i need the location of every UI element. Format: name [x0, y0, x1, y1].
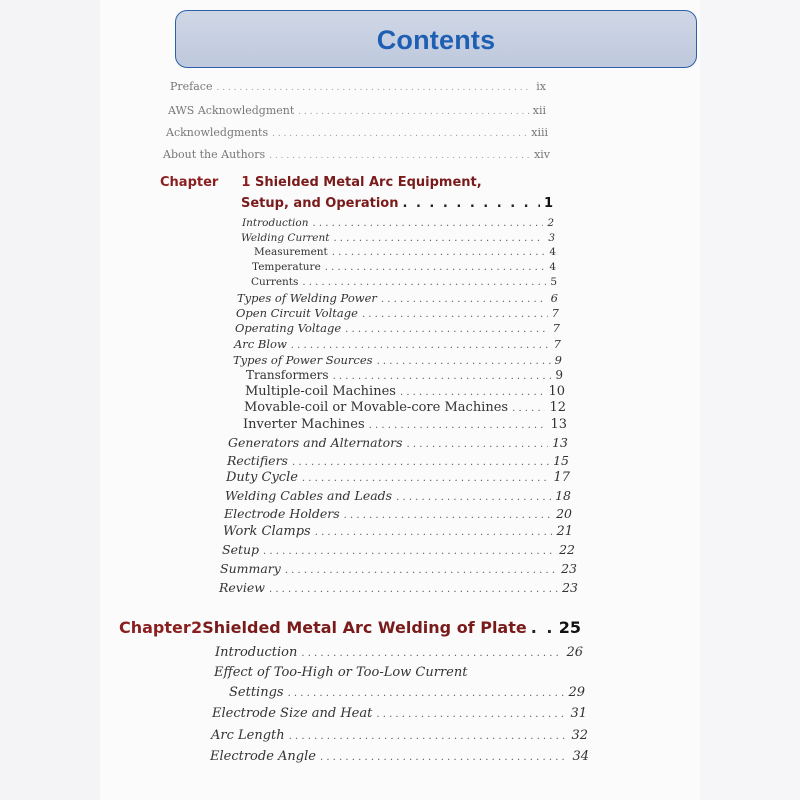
toc-section[interactable]	[226, 470, 570, 485]
leader-dots	[396, 492, 551, 503]
section-label: Open Circuit Voltage	[236, 306, 358, 320]
section-page: 17	[553, 470, 570, 485]
section-label: Duty Cycle	[226, 470, 298, 485]
section-label: Introduction	[242, 217, 309, 229]
toc-entry-aws-acknowledgment[interactable]	[168, 104, 546, 117]
section-page: 21	[556, 524, 573, 539]
chapter-title-line1: Shielded Metal Arc Equipment,	[254, 175, 482, 190]
section-label: Inverter Machines	[243, 417, 365, 432]
toc-section[interactable]	[220, 561, 577, 576]
section-label: Movable-coil or Movable-core Machines	[244, 400, 509, 415]
section-label: Measurement	[254, 246, 328, 258]
leader-dots	[301, 648, 562, 659]
leader-dots	[269, 151, 530, 161]
section-label: Arc Length	[211, 728, 285, 743]
toc-entry-page: xiii	[531, 126, 548, 139]
leader-dots	[216, 83, 532, 93]
leader-dots	[377, 356, 551, 367]
section-label: Temperature	[252, 261, 321, 273]
leader-dots	[289, 731, 568, 742]
toc-section[interactable]	[224, 506, 572, 521]
chapter-number: 2	[191, 618, 203, 637]
leader-dots	[315, 527, 553, 538]
toc-entry-page: xii	[532, 104, 546, 117]
contents-banner	[175, 10, 697, 68]
section-label-line1[interactable]: Effect of Too-High or Too-Low Current	[214, 665, 468, 680]
section-label: Electrode Size and Heat	[212, 706, 373, 721]
toc-section[interactable]	[225, 488, 571, 503]
toc-entry-about-the-authors[interactable]	[163, 148, 550, 161]
toc-subsection[interactable]	[245, 384, 565, 399]
section-label: Generators and Alternators	[228, 435, 403, 450]
leader-dots	[345, 324, 549, 335]
toc-section[interactable]	[242, 217, 554, 229]
toc-subsection[interactable]	[243, 417, 567, 432]
chapter-number: 1	[241, 175, 251, 190]
section-label: Welding Current	[241, 232, 330, 244]
section-page: 9	[554, 353, 562, 367]
section-page: 29	[568, 685, 585, 700]
section-page: 23	[562, 580, 578, 595]
section-page: 34	[572, 749, 589, 764]
leader-dots	[381, 294, 547, 305]
section-label: Electrode Angle	[210, 749, 316, 764]
toc-entry-label: AWS Acknowledgment	[168, 104, 295, 117]
toc-section[interactable]	[210, 749, 589, 764]
section-page: 23	[561, 561, 577, 576]
toc-subsection[interactable]	[254, 246, 556, 258]
toc-subsection[interactable]	[244, 400, 566, 415]
toc-section[interactable]	[233, 353, 562, 367]
section-page: 3	[548, 232, 555, 244]
toc-section[interactable]	[241, 232, 555, 244]
toc-section[interactable]	[228, 435, 568, 450]
toc-subsection[interactable]	[251, 276, 557, 288]
leader-dots	[302, 473, 550, 484]
toc-entry-page: ix	[536, 80, 546, 93]
leader-dots	[333, 371, 552, 382]
section-page: 13	[550, 417, 567, 432]
leader-dots	[263, 546, 555, 557]
section-page: 5	[550, 276, 557, 288]
chapter-title-line2: Setup, and Operation	[241, 196, 399, 211]
toc-entry-label: Preface	[170, 80, 213, 93]
toc-section[interactable]	[219, 580, 578, 595]
section-label: Welding Cables and Leads	[225, 488, 393, 503]
section-page: 6	[550, 291, 558, 305]
section-label: Introduction	[215, 645, 298, 660]
chapter-2-heading[interactable]	[119, 618, 581, 637]
leader-dots	[269, 584, 558, 595]
section-label: Types of Power Sources	[233, 353, 373, 367]
leader-dots	[407, 439, 549, 450]
toc-section[interactable]	[237, 291, 558, 305]
section-label: Electrode Holders	[224, 506, 340, 521]
section-page: 15	[553, 453, 569, 468]
chapter-title: Shielded Metal Arc Welding of Plate	[202, 618, 527, 637]
leader-dots	[400, 387, 544, 398]
section-page: 12	[549, 400, 566, 415]
chapter-page: 25	[558, 618, 581, 637]
section-page: 9	[555, 368, 563, 382]
leader-dots	[362, 309, 548, 320]
leader-dots	[285, 565, 557, 576]
leader-dots	[531, 618, 555, 637]
leader-dots	[313, 218, 544, 229]
toc-entry-label: Acknowledgments	[166, 126, 269, 139]
chapter-page: 1	[543, 196, 553, 211]
section-page: 4	[549, 246, 556, 258]
section-page: 31	[570, 706, 587, 721]
section-label: Transformers	[246, 368, 329, 382]
toc-section[interactable]	[235, 321, 560, 335]
section-page: 18	[555, 488, 571, 503]
left-background	[0, 0, 100, 800]
section-label: Types of Welding Power	[237, 291, 377, 305]
toc-section[interactable]	[236, 306, 559, 320]
section-label: Review	[219, 580, 265, 595]
toc-entry-page: xiv	[534, 148, 550, 161]
leader-dots	[292, 457, 549, 468]
section-label: Multiple-coil Machines	[245, 384, 396, 399]
section-label: Work Clamps	[223, 524, 311, 539]
chapter-1-heading[interactable]	[160, 175, 482, 190]
section-page: 4	[549, 261, 556, 273]
leader-dots	[512, 403, 545, 414]
section-page: 2	[547, 217, 554, 229]
leader-dots	[302, 277, 546, 288]
leader-dots	[333, 233, 544, 244]
toc-section[interactable]	[215, 645, 583, 660]
leader-dots	[376, 709, 566, 720]
section-label: Arc Blow	[234, 337, 287, 351]
leader-dots	[291, 340, 550, 351]
toc-subsection[interactable]	[252, 261, 556, 273]
section-label: Setup	[222, 542, 260, 557]
leader-dots	[344, 510, 552, 521]
page-title: Contents	[376, 25, 496, 55]
toc-entry-preface[interactable]	[170, 80, 546, 93]
toc-section[interactable]	[227, 453, 569, 468]
toc-entry-acknowledgments[interactable]	[166, 126, 548, 139]
chapter-label: Chapter	[160, 175, 219, 190]
toc-subsection[interactable]	[246, 368, 563, 382]
leader-dots	[332, 247, 546, 258]
section-page: 32	[571, 728, 588, 743]
right-background	[700, 0, 800, 800]
section-label: Currents	[251, 276, 299, 288]
section-page: 26	[566, 645, 583, 660]
leader-dots	[403, 196, 540, 211]
leader-dots	[325, 262, 546, 273]
section-page: 10	[548, 384, 565, 399]
toc-section[interactable]	[234, 337, 561, 351]
toc-section[interactable]	[211, 728, 588, 743]
section-label: Summary	[220, 561, 281, 576]
leader-dots	[298, 107, 528, 117]
leader-dots	[369, 420, 547, 431]
section-page: 7	[551, 306, 559, 320]
section-label: Settings	[229, 685, 284, 700]
toc-section[interactable]	[212, 706, 587, 721]
leader-dots	[288, 688, 565, 699]
section-page: 20	[556, 506, 572, 521]
section-label: Operating Voltage	[235, 321, 342, 335]
toc-section[interactable]	[223, 524, 573, 539]
toc-section[interactable]	[222, 542, 575, 557]
section-page: 13	[552, 435, 568, 450]
section-label: Rectifiers	[227, 453, 288, 468]
leader-dots	[272, 129, 527, 139]
leader-dots	[320, 752, 568, 763]
section-page: 7	[552, 321, 560, 335]
toc-section[interactable]	[229, 685, 585, 700]
section-page: 22	[559, 542, 575, 557]
chapter-label: Chapter	[119, 618, 191, 637]
chapter-1-heading-line2[interactable]	[241, 196, 553, 211]
section-page: 7	[553, 337, 561, 351]
toc-entry-label: About the Authors	[163, 148, 266, 161]
